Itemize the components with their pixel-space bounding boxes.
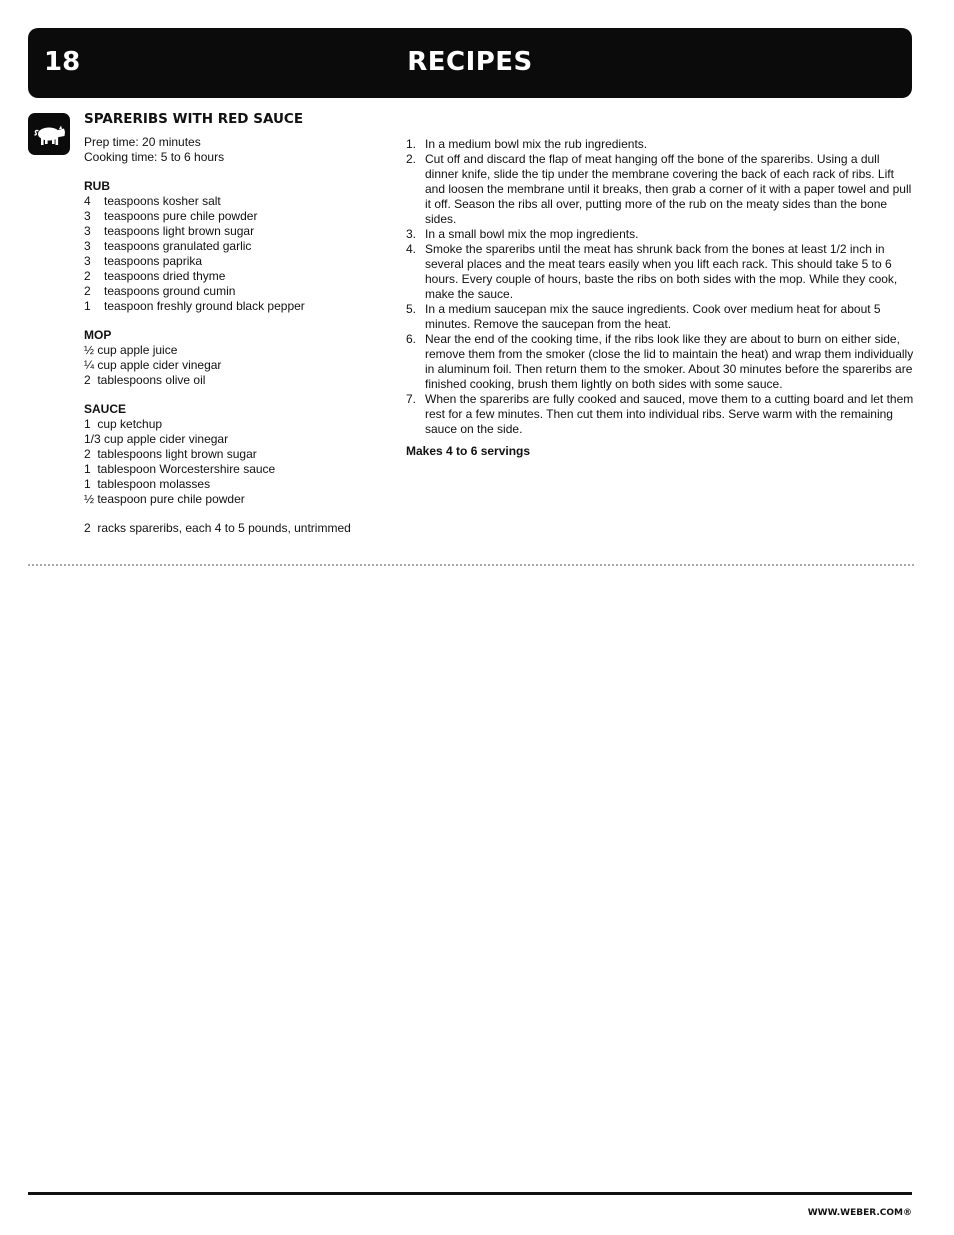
step-number: 3. (406, 227, 417, 241)
pig-icon (28, 113, 70, 155)
list-item (84, 299, 384, 314)
step-number: 2. (406, 152, 417, 166)
ingredient-quantity: 3 (84, 254, 91, 268)
step-text: Cut off and discard the flap of meat hanging off the bone of the spareribs. Using a dull dinner knife, slide the tip under the membrane covering the back of each rack of ribs. Lift and loosen the membrane until it breaks, then grab a corner of it with a paper towel and pull it off. Season the ribs all over, putting more of the rub on the meaty sides than the bone sides. (425, 152, 912, 226)
page-number: 18 (44, 47, 81, 77)
list-item: ½ cup apple juice (84, 343, 178, 357)
ingredient-quantity: 1 (84, 299, 91, 313)
ingredient-text: teaspoons ground cumin (104, 284, 236, 298)
list-item (406, 242, 914, 302)
list-item (406, 302, 914, 332)
step-text: In a medium bowl mix the rub ingredients. (425, 137, 648, 151)
list-item (84, 254, 384, 269)
directions-column (406, 137, 914, 459)
step-text: Near the end of the cooking time, if the ribs look like they are about to burn on either side, remove them from the smoker (close the lid to maintain the heat) and wrap them individually in aluminum foil. Then return them to the smoker. About 30 minutes before the spareribs are finished cooking, brush them lightly on both sides with some sauce. (425, 332, 914, 391)
list-item: 2 tablespoons olive oil (84, 373, 206, 387)
step-text: In a medium saucepan mix the sauce ingredients. Cook over medium heat for about 5 minutes. Remove the saucepan from the heat. (425, 302, 881, 331)
ingredient-quantity: 3 (84, 224, 91, 238)
step-text: When the spareribs are fully cooked and sauced, move them to a cutting board and let them rest for a few minutes. Then cut them into individual ribs. Serve warm with the remaining sauce on the side. (425, 392, 914, 436)
ingredient-text: teaspoons light brown sugar (104, 224, 255, 238)
list-item: 1/3 cup apple cider vinegar (84, 432, 229, 446)
step-number: 6. (406, 332, 417, 346)
list-item: ¼ cup apple cider vinegar (84, 358, 222, 372)
list-item (406, 392, 914, 437)
mop-list (84, 343, 384, 388)
ingredient-text: teaspoons kosher salt (104, 194, 221, 208)
ingredient-quantity: 2 (84, 269, 91, 283)
footer-rule (28, 1192, 912, 1195)
list-item: 2 tablespoons light brown sugar (84, 447, 257, 461)
list-item (406, 137, 914, 152)
list-item (84, 224, 384, 239)
list-item (406, 332, 914, 392)
ingredient-text: teaspoons paprika (104, 254, 203, 268)
list-item (84, 209, 384, 224)
step-number: 4. (406, 242, 417, 256)
list-item (84, 269, 384, 284)
step-number: 1. (406, 137, 417, 151)
ingredient-text: teaspoon freshly ground black pepper (104, 299, 305, 313)
page-header (28, 28, 912, 98)
step-number: 5. (406, 302, 417, 316)
list-item: 1 cup ketchup (84, 417, 163, 431)
ingredient-quantity: 2 (84, 284, 91, 298)
list-item: 1 tablespoon Worcestershire sauce (84, 462, 276, 476)
ingredient-text: teaspoons dried thyme (104, 269, 226, 283)
page-title: RECIPES (407, 47, 533, 77)
cooking-time: Cooking time: 5 to 6 hours (84, 150, 225, 164)
step-text: Smoke the spareribs until the meat has shrunk back from the bones at least 1/2 inch in several places and the meat tears easily when you lift each rack. This should take 5 to 6 hours. Every couple of hours, baste the ribs on both sides with the mop. While they cook, make the sauce. (425, 242, 898, 301)
servings-note: Makes 4 to 6 servings (406, 444, 531, 458)
list-item (84, 194, 384, 209)
dotted-divider (28, 564, 914, 566)
rub-list (84, 194, 384, 314)
list-item (406, 227, 914, 242)
footer-url: WWW.WEBER.COM® (807, 1208, 912, 1218)
ingredient-quantity: 3 (84, 209, 91, 223)
main-ingredient: 2 racks spareribs, each 4 to 5 pounds, untrimmed (84, 521, 351, 535)
ingredient-text: teaspoons pure chile powder (104, 209, 258, 223)
step-text: In a small bowl mix the mop ingredients. (425, 227, 639, 241)
list-item (406, 152, 914, 227)
prep-time: Prep time: 20 minutes (84, 135, 201, 149)
sauce-list (84, 417, 384, 507)
rub-heading: RUB (84, 179, 110, 193)
list-item: ½ teaspoon pure chile powder (84, 492, 245, 506)
mop-heading: MOP (84, 328, 112, 342)
ingredient-quantity: 4 (84, 194, 91, 208)
steps-list (406, 137, 914, 437)
sauce-heading: SAUCE (84, 402, 127, 416)
list-item: 1 tablespoon molasses (84, 477, 211, 491)
ingredients-column (84, 135, 384, 536)
recipe-title: SPARERIBS WITH RED SAUCE (84, 111, 304, 127)
list-item (84, 239, 384, 254)
ingredient-text: teaspoons granulated garlic (104, 239, 252, 253)
step-number: 7. (406, 392, 417, 406)
list-item (84, 284, 384, 299)
ingredient-quantity: 3 (84, 239, 91, 253)
